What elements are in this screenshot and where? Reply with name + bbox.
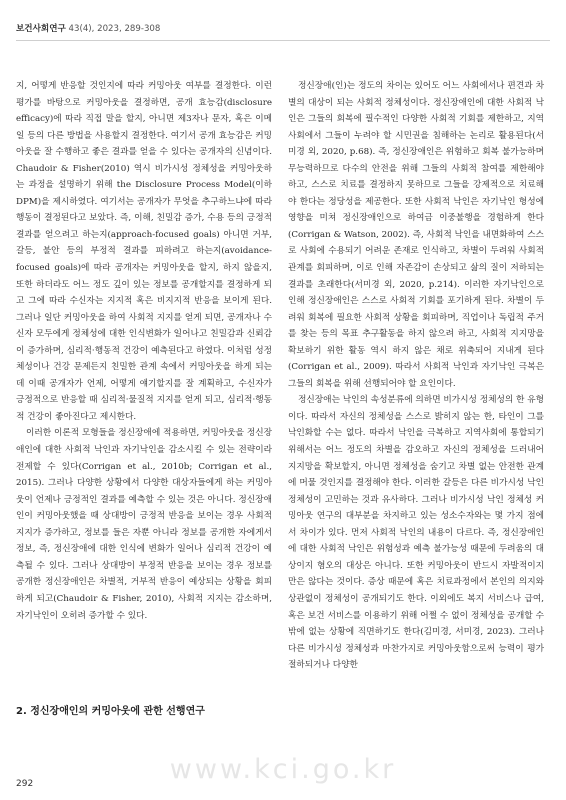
body-paragraph: 정신장애(인)는 정도의 차이는 있어도 어느 사회에서나 편견과 차별의 대상이 되는 사회적 정체성이다. 정신장애인에 대한 사회적 낙인은 그들의 회복에 필수적인 다양한 사회적 기회를 제한하고, 지역사회에서 그들이 누려야 할 시민권을 침해하는 논리로 활용된다(서미경 외, 2020, p.68). 즉, 정신장애인은 위험하고 회복 불가능하며 무능력하므로 다수의 안전을 위해 그들의 사회적 참여를 제한해야 하고, 스스로 치료를 결정하지 못하므로 그들을 강제적으로 치료해야 한다는 정당성을 제공한다. 또한 사회적 낙인은 자기낙인 형성에 영향을 미쳐 정신장애인으로 하여금 이중불행을 경험하게 한다(Corrigan & Watson, 2002). 즉, 사회적 낙인을 내면화하여 스스로 사회에 수용되기 어려운 존재로 인식하고, 차별이 두려워 사회적 관계를 회피하며, 이로 인해 자존감이 손상되고 삶의 질이 저하되는 결과를 초래한다(서미경 외, 2020, p.214). 이러한 자기낙인으로 인해 정신장애인은 스스로 사회적 기회를 포기하게 된다. 차별이 두려워 회복에 필요한 사회적 상황을 회피하며, 직업이나 독립적 주거를 찾는 등의 목표 추구활동을 하지 않으려 하고, 사회적 지지망을 확보하기 위한 활동 역시 하지 않은 채로 위축되어 지내게 된다(Corrigan et al., 2009). 따라서 사회적 낙인과 자기낙인 극복은 그들의 회복을 위해 선행되어야 할 요인이다. (288, 81, 544, 389)
running-header (16, 22, 160, 34)
section-heading: 2. 정신장애인의 커밍아웃에 관한 선행연구 (16, 706, 205, 717)
journal-title: 보건사회연구 (16, 24, 66, 34)
body-paragraph: 이러한 이론적 모형들을 정신장애에 적용하면, 커밍아웃을 정신장애인에 대한 사회적 낙인과 자기낙인을 감소시킬 수 있는 전략이라 전제할 수 있다(Corrigan et al., 2010b; Corrigan et al., 2015). 그러나 다양한 상황에서 다양한 대상자들에게 하는 커밍아웃이 언제나 긍정적인 결과를 예측할 수 있는 것은 아니다. 정신장애인이 커밍아웃했을 때 상대방이 긍정적 반응을 보이는 경우 사회적 지지가 증가하고, 정보를 들은 자뿐 아니라 정보를 공개한 자에게서 정보, 즉, 정신장애에 대한 인식에 변화가 일어나 심리적 건강이 예측될 수 있다. 그러나 상대방이 부정적 반응을 보이는 경우 정보를 공개한 정신장애인은 차별적, 거부적 반응이 예상되는 상황을 회피하게 되고(Chaudoir & Fisher, 2010), 사회적 지지는 감소하며, 자기낙인이 오히려 증가할 수 있다. (16, 428, 272, 621)
left-column (16, 78, 272, 624)
issue-info: 43(4), 2023, 289-308 (68, 24, 161, 34)
right-column (288, 78, 544, 674)
header-divider (16, 40, 550, 41)
body-paragraph: 정신장애는 낙인의 속성분류에 의하면 비가시성 정체성의 한 유형이다. 따라서 자신의 정체성을 스스로 밝히지 않는 한, 타인이 그를 낙인화할 수는 없다. 따라서 낙인을 극복하고 지역사회에 통합되기 위해서는 어느 정도의 차별을 감오하고 자신의 정체성을 드러내어 지지망을 확보할지, 아니면 정체성을 숨기고 차별 없는 안전한 관계에 머물 것인지를 결정해야 한다. 이러한 갈등은 다른 비가시성 낙인 정체성이 고민하는 것과 유사하다. 그러나 비가시성 낙인 정체성 커밍아웃 연구의 대부분을 차지하고 있는 성소수자와는 몇 가지 점에서 차이가 있다. 먼저 사회적 낙인의 내용이 다르다. 즉, 정신장애인에 대한 사회적 낙인은 위험성과 예측 불가능성 때문에 두려움의 대상이지 혐오의 대상은 아니다. 또한 커밍아웃이 반드시 자발적이지만은 않다는 것이다. 증상 때문에 혹은 치료과정에서 본인의 의지와 상관없이 정체성이 공개되기도 한다. 이외에도 복지 서비스나 급여, 혹은 보건 서비스를 이용하기 위해 어쩔 수 없이 정체성을 공개할 수밖에 없는 상황에 직면하기도 한다(김미경, 서미경, 2023). 그러나 다른 비가시성 정체성과 마찬가지로 커밍아웃함으로써 능력이 평가절하되거나 다양한 (288, 395, 544, 671)
body-paragraph: 지, 어떻게 반응할 것인지에 따라 커밍아웃 여부를 결정한다. 이런 평가를 바탕으로 커밍아웃을 결정하면, 공개 효능감(disclosure efficacy)에 따라 직접 말을 할지, 아니면 제3자나 문자, 혹은 이메일 등의 다른 방법을 사용할지 결정한다. 여기서 공개 효능감은 커밍아웃을 잘 수행하고 좋은 결과를 얻을 수 있다는 공개자의 신념이다. Chaudoir & Fisher(2010) 역시 비가시성 정체성을 커밍아웃하는 과정을 설명하기 위해 the Disclosure Process Model(이하 DPM)을 제시하였다. 여기서는 공개자가 무엇을 추구하느냐에 따라 행동이 결정된다고 보았다. 즉, 이해, 친밀감 증가, 수용 등의 긍정적 결과를 얻으려고 하는지(approach-focused goals) 아니면 거부, 갈등, 불안 등의 부정적 결과를 피하려고 하는지(avoidance-focused goals)에 따라 공개자는 커밍아웃을 할지, 하지 않을지, 또한 하더라도 어느 정도 깊이 있는 정보를 공개할지를 결정하게 되고 그에 따라 수신자는 지지적 혹은 비지지적 반응을 보이게 된다. 그러나 일단 커밍아웃을 하여 사회적 지지를 얻게 되면, 공개자나 수신자 모두에게 정체성에 대한 인식변화가 일어나고 친밀감과 신뢰감이 증가하며, 심리적·행동적 건강이 예측된다고 하였다. 이처럼 성정체성이나 건강 문제든지 친밀한 관계 속에서 커밍아웃을 하게 되는데 이때 공개자가 언제, 어떻게 얘기할지를 잘 계획하고, 수신자가 긍정적으로 반응할 때 심리적·물질적 지지를 얻게 되고, 심리적·행동적 건강이 좋아진다고 제시한다. (16, 81, 272, 422)
watermark: www.kci.go.kr (169, 754, 397, 785)
page-number: 292 (16, 779, 34, 789)
